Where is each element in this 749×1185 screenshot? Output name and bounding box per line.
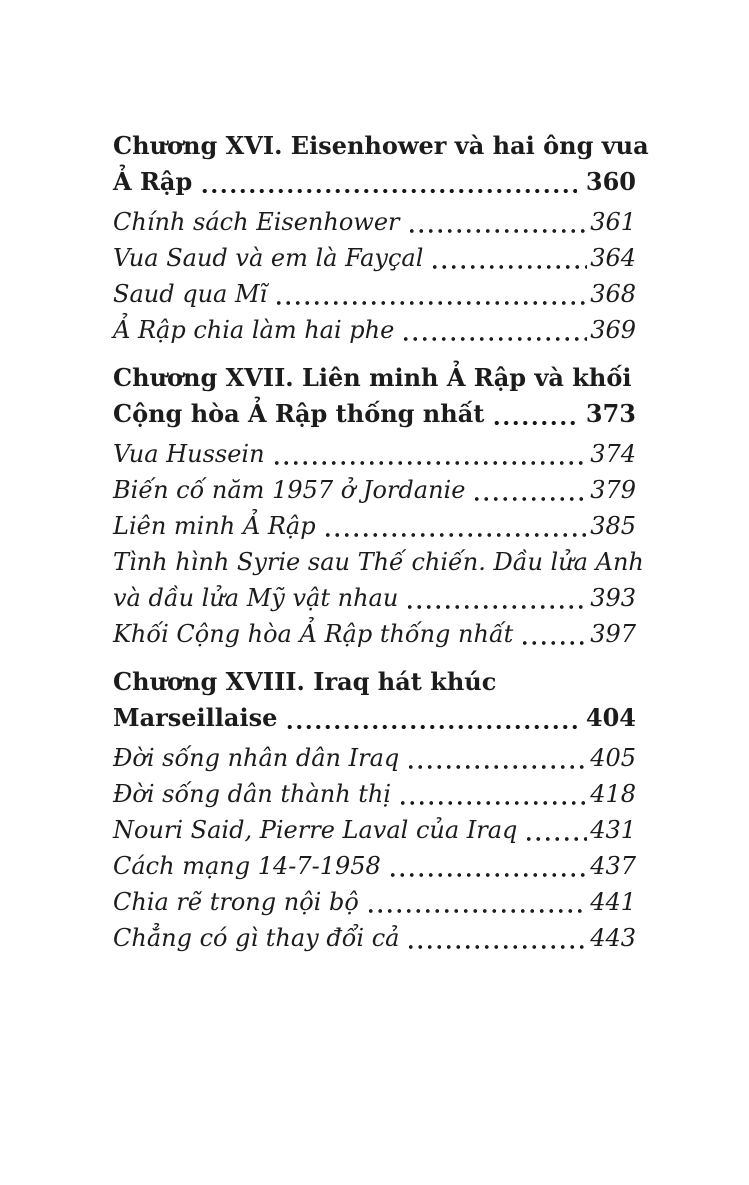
page-number: 443 [590,924,636,952]
toc-entry [113,472,636,508]
dot-leader [406,944,587,950]
page-number: 368 [590,280,636,308]
entry-title-text: Tình hình Syrie sau Thế chiến. Dầu lửa Anh [113,548,644,576]
toc-entry [113,276,636,312]
page-number: 385 [590,512,636,540]
chapter-entry-list [113,204,636,348]
toc-entry [113,312,636,348]
toc-line [113,616,636,652]
chapter-title-text: Chương XVIII. Iraq hát khúc [113,667,497,696]
chapter-title-text: Chương XVII. Liên minh Ả Rập và khối [113,363,632,392]
table-of-contents [113,128,649,956]
chapter-title-text: Marseillaise [113,703,278,732]
entry-title-text: Nouri Said, Pierre Laval của Iraq [113,816,518,844]
entry-title-text: Chia rẽ trong nội bộ [113,888,359,916]
dot-leader [274,300,587,306]
page-number: 373 [585,399,636,428]
toc-line [113,436,636,472]
toc-section [113,664,636,956]
toc-line [113,276,636,312]
toc-entry [113,920,636,956]
dot-leader [520,640,587,646]
toc-chapter [113,128,649,200]
dot-leader [405,604,587,610]
chapter-title-text: Chương XVI. Eisenhower và hai ông vua [113,131,649,160]
entry-title-text: Cách mạng 14-7-1958 [113,852,381,880]
toc-line [113,812,636,848]
page-number: 364 [590,244,636,272]
entry-title-text: Vua Saud và em là Fayçal [113,244,424,272]
entry-title-text: Chính sách Eisenhower [113,208,400,236]
toc-line [113,312,636,348]
chapter-title-text: Ả Rập [113,167,193,196]
dot-leader [524,836,587,842]
toc-line [113,776,636,812]
toc-entry [113,884,636,920]
dot-leader [398,800,587,806]
toc-chapter [113,664,636,736]
page-number: 397 [590,620,636,648]
entry-title-text: Vua Hussein [113,440,265,468]
page-number: 369 [590,316,636,344]
entry-title-text: Chẳng có gì thay đổi cả [113,924,400,952]
dot-leader [366,908,587,914]
dot-leader [430,264,587,270]
toc-line [113,396,636,432]
chapter-title-text: Cộng hòa Ả Rập thống nhất [113,399,485,428]
chapter-entry-list [113,740,636,956]
toc-line [113,240,636,276]
toc-line [113,920,636,956]
entry-title-text: Khối Cộng hòa Ả Rập thống nhất [113,620,514,648]
page-number: 379 [590,476,636,504]
page-number: 441 [590,888,636,916]
dot-leader [472,496,587,502]
toc-entry [113,848,636,884]
chapter-entry-list [113,436,644,652]
toc-entry [113,616,636,652]
dot-leader [492,420,577,426]
dot-leader [388,872,587,878]
toc-entry [113,508,636,544]
dot-leader [285,724,577,730]
toc-entry [113,812,636,848]
toc-chapter [113,360,636,432]
entry-title-text: Biến cố năm 1957 ở Jordanie [113,476,466,504]
toc-entry [113,740,636,776]
toc-entry [113,544,644,616]
toc-entry [113,776,636,812]
toc-section [113,128,649,348]
entry-title-text: Đời sống dân thành thị [113,780,392,808]
entry-title-text: Ả Rập chia làm hai phe [113,316,395,344]
entry-title-text: Đời sống nhân dân Iraq [113,744,400,772]
toc-line [113,360,636,396]
toc-line [113,204,636,240]
dot-leader [323,532,588,538]
page-number: 418 [590,780,636,808]
toc-line [113,472,636,508]
page-number: 361 [590,208,636,236]
toc-entry [113,204,636,240]
dot-leader [406,764,587,770]
toc-line [113,664,636,700]
dot-leader [401,336,587,342]
page-number: 360 [585,167,636,196]
page-number: 404 [585,703,636,732]
toc-line [113,128,649,164]
entry-title-text: Saud qua Mĩ [113,280,268,308]
dot-leader [407,228,588,234]
toc-line [113,884,636,920]
toc-entry [113,240,636,276]
toc-line [113,848,636,884]
toc-line [113,700,636,736]
toc-line [113,508,636,544]
page-number: 431 [590,816,636,844]
page-number: 374 [590,440,636,468]
page-number: 393 [590,584,636,612]
dot-leader [272,460,588,466]
toc-entry [113,436,636,472]
toc-line [113,164,636,200]
toc-line [113,544,644,580]
entry-title-text: và dầu lửa Mỹ vật nhau [113,584,399,612]
dot-leader [200,188,577,194]
toc-line [113,580,636,616]
toc-section [113,360,644,652]
entry-title-text: Liên minh Ả Rập [113,512,316,540]
toc-line [113,740,636,776]
page-number: 437 [590,852,636,880]
page-number: 405 [590,744,636,772]
